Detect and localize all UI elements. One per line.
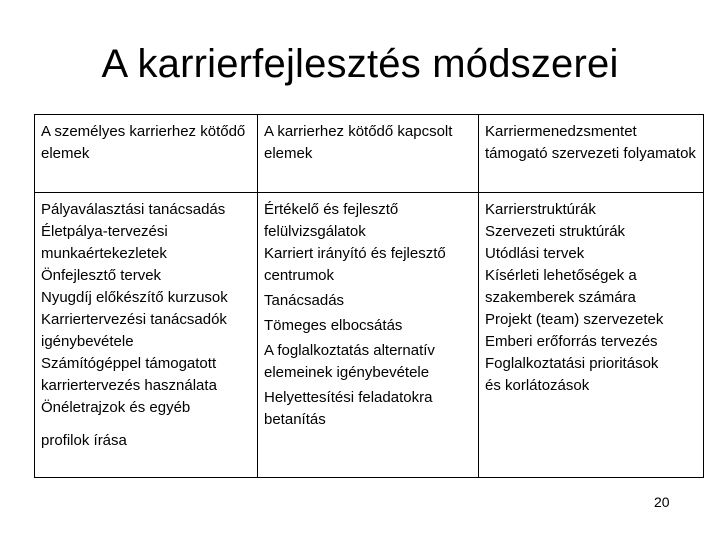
list-item: és korlátozások bbox=[485, 377, 590, 394]
list-item: Nyugdíj előkészítő kurzusok bbox=[41, 289, 228, 306]
list-item: Önfejlesztő tervek bbox=[41, 267, 162, 284]
list-item: Karrierstruktúrák bbox=[485, 201, 596, 218]
table-body-row bbox=[35, 193, 704, 478]
list-item: Helyettesítési feladatokra bbox=[264, 389, 433, 406]
list-item: Karriertervezési tanácsadók bbox=[41, 311, 227, 328]
list-item: Pályaválasztási tanácsadás bbox=[41, 201, 226, 218]
list-item: profilok írása bbox=[41, 432, 127, 449]
list-item: karriertervezés használata bbox=[41, 377, 217, 394]
list-item: betanítás bbox=[264, 411, 326, 428]
column-organizational-processes bbox=[479, 193, 704, 478]
page-number: 20 bbox=[654, 494, 670, 510]
list-item: Életpálya-tervezési bbox=[41, 223, 168, 240]
list-item: Projekt (team) szervezetek bbox=[485, 311, 664, 328]
table-header-row bbox=[35, 115, 704, 193]
slide-title: A karrierfejlesztés módszerei bbox=[101, 42, 619, 86]
list-item: felülvizsgálatok bbox=[264, 223, 366, 240]
list-item: Karriert irányító és fejlesztő bbox=[264, 245, 446, 262]
list-item: Tanácsadás bbox=[264, 292, 345, 309]
list-item: centrumok bbox=[264, 267, 335, 284]
list-item: Tömeges elbocsátás bbox=[264, 317, 403, 334]
list-item: igénybevétele bbox=[41, 333, 134, 350]
list-item: A foglalkoztatás alternatív bbox=[264, 342, 435, 359]
list-item: szakemberek számára bbox=[485, 289, 636, 306]
list-item: munkaértekezletek bbox=[41, 245, 167, 262]
methods-table bbox=[34, 114, 704, 478]
list-item: Emberi erőforrás tervezés bbox=[485, 333, 658, 350]
column-personal-elements bbox=[35, 193, 258, 478]
list-item: Kísérleti lehetőségek a bbox=[485, 267, 637, 284]
header-linked-elements: A karrierhez kötődő kapcsolt elemek bbox=[258, 115, 479, 193]
header-organizational-processes: Karriermenedzsmentet támogató szervezeti folyamatok bbox=[479, 115, 704, 193]
list-item: Értékelő és fejlesztő bbox=[264, 201, 399, 218]
list-item: Szervezeti struktúrák bbox=[485, 223, 626, 240]
column-linked-elements bbox=[258, 193, 479, 478]
list-item: elemeinek igénybevétele bbox=[264, 364, 430, 381]
list-item: Önéletrajzok és egyéb bbox=[41, 399, 191, 416]
list-item: Utódlási tervek bbox=[485, 245, 585, 262]
list-item: Foglalkoztatási prioritások bbox=[485, 355, 659, 372]
header-personal-elements: A személyes karrierhez kötődő elemek bbox=[35, 115, 258, 193]
list-item: Számítógéppel támogatott bbox=[41, 355, 217, 372]
